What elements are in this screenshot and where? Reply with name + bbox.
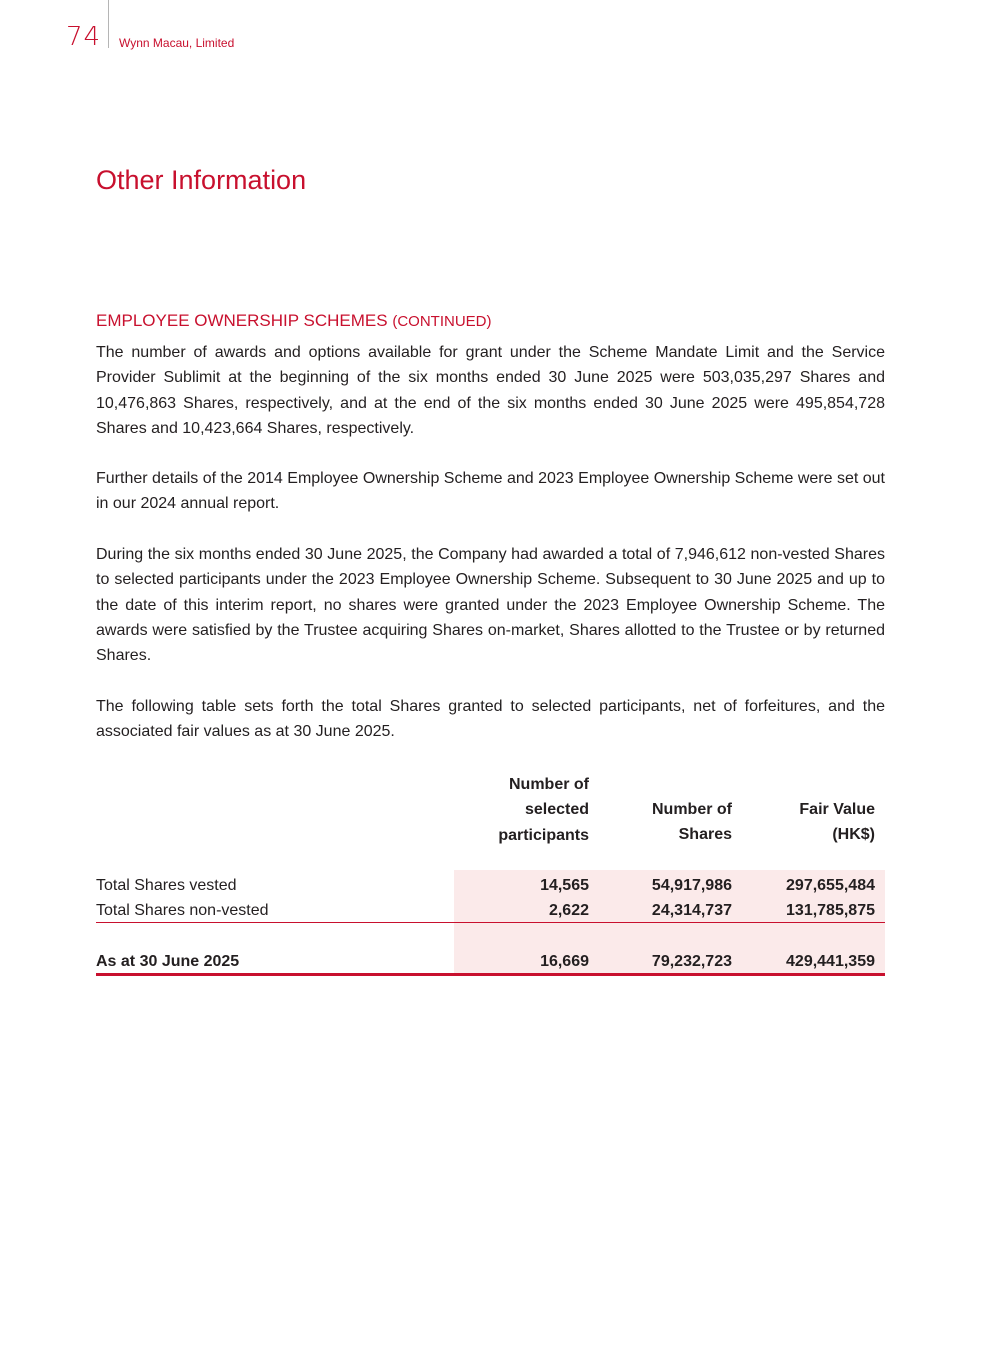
company-name: Wynn Macau, Limited bbox=[119, 36, 235, 50]
cell-vested-fair-value: 297,655,484 bbox=[786, 877, 875, 894]
section-heading-suffix: (CONTINUED) bbox=[392, 313, 492, 330]
header-shares-line: Number of bbox=[652, 801, 732, 818]
header-divider bbox=[108, 0, 109, 48]
cell-total-fair-value: 429,441,359 bbox=[786, 953, 875, 970]
cell-total-shares: 79,232,723 bbox=[651, 953, 732, 970]
row-label-vested: Total Shares vested bbox=[96, 877, 237, 894]
header-shares-line: Shares bbox=[678, 826, 732, 844]
page-number: 74 bbox=[66, 22, 102, 52]
cell-vested-participants: 14,565 bbox=[540, 877, 589, 894]
cell-non-vested-shares: 24,314,737 bbox=[651, 902, 732, 919]
row-label-non-vested: Total Shares non-vested bbox=[96, 902, 269, 919]
table-subtotal-rule bbox=[96, 922, 885, 923]
header-fair-value-line: (HK$) bbox=[832, 826, 875, 844]
cell-vested-shares: 54,917,986 bbox=[651, 877, 732, 894]
header-participants-line: selected bbox=[524, 801, 589, 819]
header-participants bbox=[498, 772, 589, 848]
page-title: Other Information bbox=[96, 165, 307, 195]
table-total-rule bbox=[96, 973, 885, 976]
paragraph-further-details: Further details of the 2014 Employee Ownership Scheme and 2023 Employee Ownership Scheme were set out in our 2024 annual report. bbox=[96, 470, 885, 513]
cell-non-vested-participants: 2,622 bbox=[548, 902, 589, 919]
header-participants-line: participants bbox=[498, 826, 589, 844]
section-heading-text: EMPLOYEE OWNERSHIP SCHEMES bbox=[96, 311, 388, 330]
header-fair-value bbox=[799, 797, 875, 848]
row-label-total: As at 30 June 2025 bbox=[96, 953, 240, 970]
section-heading bbox=[96, 311, 491, 331]
shares-table bbox=[96, 770, 885, 980]
cell-total-participants: 16,669 bbox=[540, 953, 589, 970]
header-participants-line: Number of bbox=[509, 776, 589, 793]
paragraph-table-intro: The following table sets forth the total Shares granted to selected participants, net of forfeitures, and the associated fair values as at 30 June 2025. bbox=[96, 698, 885, 741]
cell-non-vested-fair-value: 131,785,875 bbox=[786, 902, 875, 919]
header-fair-value-line: Fair Value bbox=[799, 801, 875, 818]
paragraph-awards: During the six months ended 30 June 2025, the Company had awarded a total of 7,946,612 non-vested Shares to selected participants under the 2023 Employee Ownership Scheme. Subsequent to 30 June 2025 and up to the date of this interim report, no shares were granted under the 2023 Employee Ownership Scheme. The awards were satisfied by the Trustee acquiring Shares on-market, Shares allotted to the Trustee or by returned Shares. bbox=[96, 546, 885, 665]
header-shares bbox=[652, 797, 732, 848]
paragraph-mandate-limit: The number of awards and options available for grant under the Scheme Mandate Limit and the Service Provider Sublimit at the beginning of the six months ended 30 June 2025 were 503,035,297 Shares and 10,476,863 Shares, respectively, and at the end of the six months ended 30 June 2025 were 495,854,728 Shares and 10,423,664 Shares, respectively. bbox=[96, 344, 885, 437]
